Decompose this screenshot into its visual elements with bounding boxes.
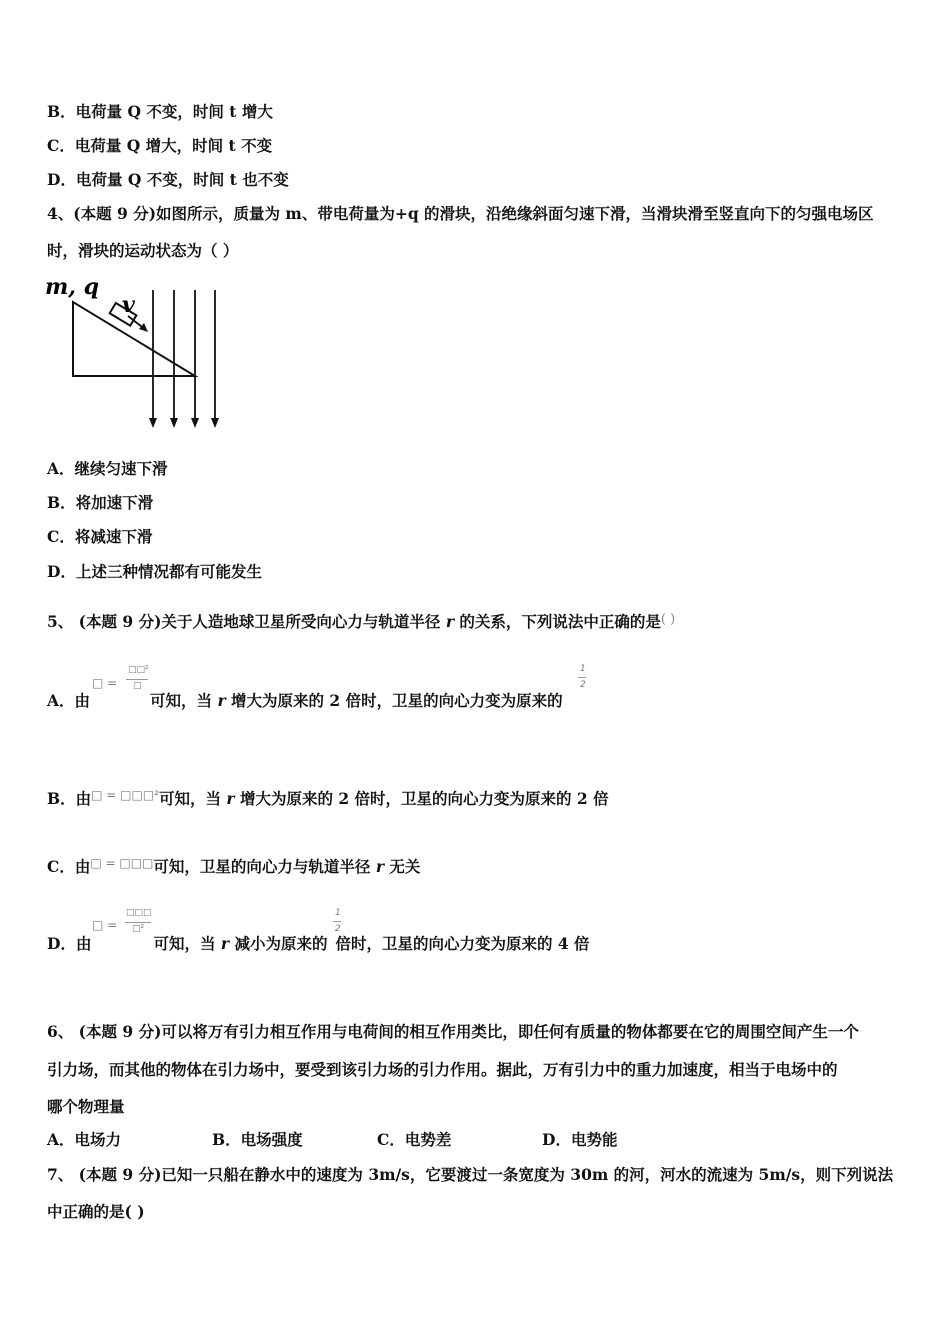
q4-stem-line1: 4、(本题 9 分)如图所示，质量为 m、带电荷量为+q 的滑块，沿绝缘斜面匀速下滑，当滑块滑至竖直向下的匀强电场区 <box>47 204 874 223</box>
q6-line1: 6、 (本题 9 分)可以将万有引力相互作用与电荷间的相互作用类比，即任何有质量的物体都要在它的周围空间产生一个 <box>47 1022 859 1041</box>
option-text: 电荷量 Q 不变，时间 t 也不变 <box>75 170 289 189</box>
option-mid-pre: 可知，当 <box>153 934 221 953</box>
option-mid-pre: 可知，当 <box>158 789 227 808</box>
half-d-den: 2 <box>335 924 341 934</box>
option-r: r <box>220 934 230 953</box>
q6-line2: 引力场，而其他的物体在引力场中，要受到该引力场的引力作用。据此，万有引力中的重力加速度，相当于电场中的 <box>47 1060 838 1079</box>
option-tail: 倍时，卫星的向心力变为原来的 4 倍 <box>335 934 590 953</box>
option-letter: B． <box>47 493 76 512</box>
formula-b: □ = □□□² <box>91 788 159 802</box>
q3-option-c <box>47 136 272 156</box>
option-mid-post: 无关 <box>383 857 421 876</box>
q4-stem-line2: 时，滑块的运动状态为（ ） <box>47 241 239 260</box>
label-mass-charge: m, q <box>45 274 99 300</box>
velocity-arrow-head <box>139 323 148 332</box>
option-you: 由 <box>74 857 91 876</box>
option-r: r <box>375 857 384 876</box>
option-letter: A． <box>47 459 75 478</box>
option-letter: D． <box>47 562 76 581</box>
half-d-num: 1 <box>335 908 341 918</box>
option-mid-post: 减小为原来的 <box>229 934 328 953</box>
option-mid-post: 增大为原来的 2 倍时，卫星的向心力变为原来的 2 倍 <box>234 789 609 808</box>
q5-stem-post: 的关系，下列说法中正确的是 <box>454 612 661 631</box>
formula-d-num: □□□ <box>126 908 152 918</box>
q6-line3: 哪个物理量 <box>47 1097 125 1116</box>
q4-option-b <box>47 493 153 513</box>
q6-option-d: D．电势能 <box>542 1130 618 1149</box>
formula-d-bar <box>125 922 151 923</box>
q6-option-c: C．电势差 <box>377 1130 452 1149</box>
q5-option-a <box>47 691 563 711</box>
q4-option-d <box>47 562 262 582</box>
half-a-den: 2 <box>580 680 586 690</box>
option-r: r <box>226 789 235 808</box>
field-lines <box>149 290 219 428</box>
option-you: 由 <box>75 934 92 953</box>
formula-c: □ = □□□ <box>90 856 154 870</box>
option-text: 电荷量 Q 增大，时间 t 不变 <box>74 136 273 155</box>
option-mid-pre: 可知，当 <box>150 691 218 710</box>
option-letter: B． <box>47 789 76 808</box>
option-text: 电荷量 Q 不变，时间 t 增大 <box>75 102 273 121</box>
q4-figure <box>40 272 240 437</box>
option-text: 将减速下滑 <box>74 527 153 546</box>
q5-option-d <box>47 934 590 954</box>
option-text: 上述三种情况都有可能发生 <box>75 562 262 581</box>
formula-a-bar <box>126 679 148 680</box>
option-r: r <box>217 691 226 710</box>
label-velocity: v <box>122 292 135 318</box>
q4-option-c <box>47 527 152 547</box>
formula-a-num: □□² <box>128 665 149 675</box>
half-a-bar <box>578 677 586 678</box>
option-letter: D． <box>47 170 76 189</box>
q3-option-b <box>47 102 273 122</box>
formula-d-den: □² <box>132 924 145 934</box>
q5-stem-pre: 5、 (本题 9 分)关于人造地球卫星所受向心力与轨道半径 <box>47 612 446 631</box>
q7-line2: 中正确的是( ) <box>47 1202 145 1221</box>
option-letter: C． <box>47 136 75 155</box>
half-d-bar <box>333 921 341 922</box>
half-a-num: 1 <box>580 664 586 674</box>
option-text: 将加速下滑 <box>75 493 154 512</box>
q5-option-b <box>47 785 609 809</box>
q4-option-a <box>47 459 168 479</box>
q7-line1: 7、 (本题 9 分)已知一只船在静水中的速度为 3m/s，它要渡过一条宽度为 30m 的河，河水的流速为 5m/s，则下列说法 <box>47 1165 894 1184</box>
option-letter: B． <box>47 102 76 121</box>
q5-stem <box>47 610 675 632</box>
formula-a-lhs: □ = <box>92 676 118 690</box>
option-you: 由 <box>75 789 92 808</box>
option-mid-post: 增大为原来的 2 倍时，卫星的向心力变为原来的 <box>225 691 563 710</box>
q5-stem-r: r <box>445 612 454 631</box>
formula-a-den: □ <box>133 681 142 691</box>
option-text: 继续匀速下滑 <box>74 459 168 478</box>
option-letter: C． <box>47 527 75 546</box>
q6-option-b: B．电场强度 <box>212 1130 303 1149</box>
q5-option-c <box>47 853 420 877</box>
option-letter: D． <box>47 934 76 953</box>
formula-d-lhs: □ = <box>92 918 118 932</box>
option-letter: A． <box>47 691 75 710</box>
q6-option-a: A．电场力 <box>47 1130 122 1149</box>
option-mid-pre: 可知，卫星的向心力与轨道半径 <box>153 857 376 876</box>
option-you: 由 <box>74 691 91 710</box>
option-letter: C． <box>47 857 75 876</box>
q5-paren: ( ) <box>660 612 676 627</box>
q3-option-d <box>47 170 289 190</box>
